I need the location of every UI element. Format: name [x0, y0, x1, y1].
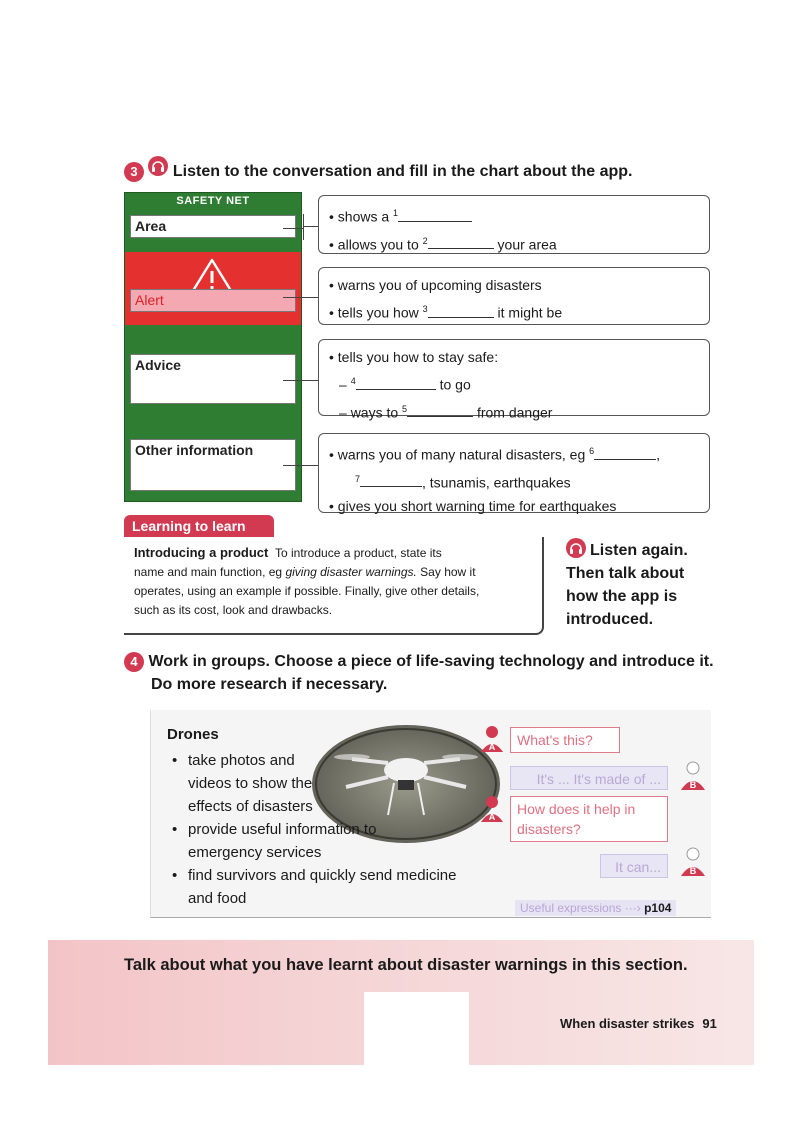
- connector-line: [283, 228, 303, 229]
- connector-line: [303, 214, 304, 240]
- answer-blank[interactable]: [398, 207, 472, 222]
- tip-text: To introduce a product, state its: [275, 546, 442, 560]
- dash-row: [329, 369, 699, 397]
- list-item-line: videos to show the: [188, 775, 313, 792]
- tip-text: name and main function, eg: [134, 565, 286, 579]
- other-info-box: [318, 433, 710, 513]
- blank-number: 5: [402, 403, 408, 414]
- list-item-line: effects of disasters: [188, 798, 313, 815]
- bullet-text: it might be: [497, 304, 563, 321]
- other-information-label: Other information: [135, 442, 254, 458]
- advice-label: Advice: [135, 357, 181, 373]
- band-blank-area: [364, 992, 469, 1065]
- speech-bubble-b2: It can...: [600, 854, 668, 878]
- tip-text: operates, using an example if possible. Finally, give other details,: [134, 584, 480, 598]
- tip-lead: Introducing a product: [134, 545, 269, 560]
- other-information-field: [130, 439, 296, 491]
- continuation-row: [329, 467, 699, 495]
- answer-blank[interactable]: [407, 402, 473, 417]
- bullet-row: • tells you how $^3$ it might be: [329, 304, 563, 321]
- bullet-text: from danger: [476, 404, 553, 421]
- bullet-row: • warns you of upcoming disasters: [329, 277, 542, 293]
- answer-blank[interactable]: [428, 303, 494, 318]
- answer-blank[interactable]: [356, 375, 436, 390]
- arrow-icon: ···›: [624, 901, 641, 915]
- tip-text: Say how it: [416, 565, 476, 579]
- bullet-row: • gives you short warning time for earthquakes: [329, 498, 617, 515]
- list-item: [172, 864, 456, 910]
- bullet-text: ways to: [350, 404, 399, 421]
- connector-line: [303, 226, 318, 227]
- bullet-text: warns you of many natural disasters, eg: [337, 446, 586, 463]
- connector-line: [283, 380, 318, 381]
- bullet-text: to go: [439, 376, 471, 393]
- list-item: [172, 818, 456, 864]
- tip-text: such as its cost, look and drawbacks.: [134, 603, 333, 617]
- bullet-text: tells you how to stay safe:: [337, 349, 499, 365]
- blank-number: 1: [393, 208, 399, 218]
- blank-number: 4: [350, 376, 356, 386]
- alert-field: [130, 289, 296, 312]
- exercise-3-heading: [124, 156, 633, 182]
- dash-mark: –: [339, 404, 347, 421]
- list-item-line: • take photos and: [188, 752, 295, 769]
- advice-info-box: [318, 339, 710, 421]
- app-title: SAFETY NET: [176, 195, 250, 207]
- bullet-text: gives you short warning time for earthquakes: [337, 498, 617, 515]
- useful-expressions-label: Useful expressions: [520, 901, 622, 915]
- safety-net-app-panel: [124, 192, 302, 502]
- speech-bubble-a2: [510, 796, 668, 842]
- listen-again-prompt: [566, 538, 706, 631]
- exercise-4-instruction: Work in groups. Choose a piece of life-saving technology and introduce it.: [148, 653, 714, 670]
- answer-blank[interactable]: [594, 445, 656, 460]
- bullet-text: ,: [656, 446, 661, 463]
- student-a-avatar-icon: [479, 794, 509, 824]
- area-label: Area: [135, 218, 167, 234]
- speech-bubble-a1: What's this?: [510, 727, 620, 753]
- alert-label: Alert: [135, 292, 164, 308]
- blank-number: 7: [355, 473, 361, 484]
- student-b-avatar-icon: [675, 846, 707, 878]
- blank-number: 6: [589, 446, 595, 456]
- student-a-avatar-icon: [479, 724, 509, 754]
- blank-number: 2: [422, 235, 428, 246]
- exercise-3-instruction: Listen to the conversation and fill in the chart about the app.: [172, 163, 633, 180]
- dash-row: [329, 397, 699, 425]
- page-footer: [560, 1016, 717, 1031]
- alert-info-box: [318, 267, 710, 325]
- bullet-row: • shows a $^1$: [329, 201, 699, 229]
- bubble-line: How does it help in: [517, 801, 636, 817]
- bullet-text: , tsunamis, earthquakes: [422, 474, 571, 491]
- dash-mark: –: [339, 376, 347, 393]
- learning-to-learn-box: [124, 537, 544, 635]
- bullet-text: shows a: [337, 208, 390, 225]
- advice-field: [130, 354, 296, 404]
- list-item: [172, 749, 456, 818]
- speaker-a-letter: A: [488, 812, 496, 822]
- exercise-4-instruction-cont: Do more research if necessary.: [151, 676, 388, 693]
- speaker-b-letter: B: [689, 866, 697, 876]
- useful-expressions-page: p104: [644, 901, 672, 915]
- headphones-icon: [148, 156, 168, 176]
- headphones-icon: [566, 538, 586, 558]
- drones-feature-list: [172, 749, 456, 910]
- student-b-avatar-icon: [675, 760, 707, 792]
- speaker-a-letter: A: [488, 742, 496, 752]
- connector-line: [283, 297, 318, 298]
- speaker-b-letter: B: [689, 780, 697, 790]
- list-item-line: • find survivors and quickly send medicine: [188, 867, 457, 884]
- bullet-text: tells you how: [337, 304, 419, 321]
- section-title: When disaster strikes: [560, 1016, 695, 1031]
- list-item-line: • provide useful information to: [188, 821, 377, 838]
- area-info-box: [318, 195, 710, 254]
- bullet-row: • allows you to $^2$ your area: [329, 235, 557, 253]
- listen-again-text: Listen again. Then talk about how the app is introduced.: [566, 542, 688, 628]
- page-number: 91: [702, 1016, 717, 1031]
- reflection-prompt: Talk about what you have learnt about disaster warnings in this section.: [124, 956, 688, 974]
- bullet-text: allows you to: [337, 236, 419, 253]
- learning-to-learn-tab: Learning to learn: [124, 515, 274, 537]
- tip-example: giving disaster warnings.: [285, 565, 417, 579]
- list-item-line: emergency services: [188, 844, 322, 861]
- blank-number: 3: [422, 304, 428, 314]
- bullet-row: • warns you of many natural disasters, eg $^6$ ,: [329, 446, 661, 463]
- bullet-text: your area: [497, 236, 557, 253]
- bubble-line: disasters?: [517, 821, 581, 837]
- answer-blank[interactable]: [360, 472, 422, 487]
- exercise-4-heading: [124, 652, 714, 672]
- drones-title: Drones: [167, 726, 219, 743]
- bullet-row: • tells you how to stay safe:: [329, 349, 499, 365]
- connector-line: [283, 465, 318, 466]
- list-item-line: and food: [188, 890, 247, 907]
- bullet-text: warns you of upcoming disasters: [337, 277, 542, 293]
- useful-expressions-link[interactable]: [515, 900, 676, 916]
- area-field: [130, 215, 296, 238]
- exercise-number-badge: 3: [124, 162, 144, 182]
- exercise-number-badge: 4: [124, 652, 144, 672]
- speech-bubble-b1: It's ... It's made of ...: [510, 766, 668, 790]
- answer-blank[interactable]: [428, 234, 494, 249]
